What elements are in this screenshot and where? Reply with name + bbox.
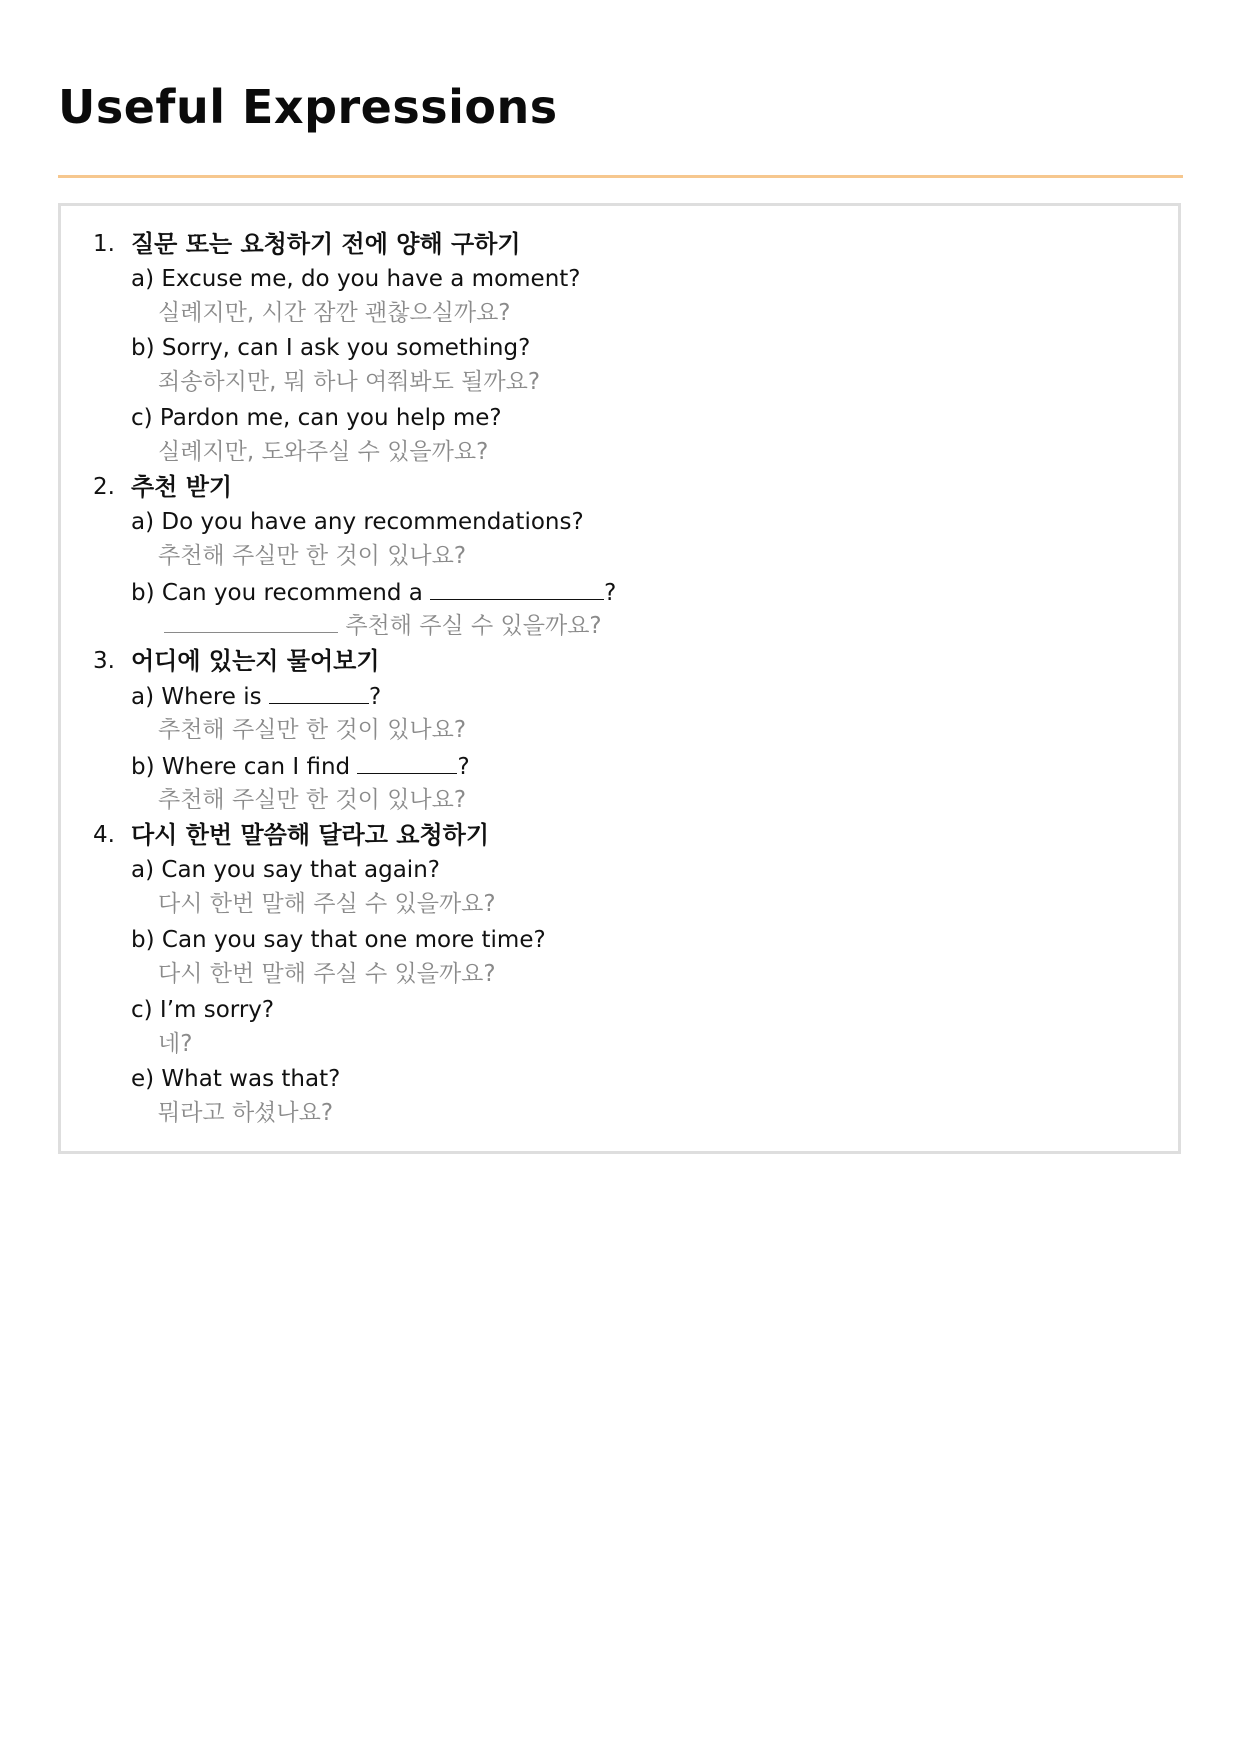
- expression-en-suffix: ?: [604, 580, 617, 606]
- expression-en: b) Can you say that one more time?: [131, 927, 546, 953]
- expression-en-text: b) Can you recommend a: [131, 580, 423, 606]
- expression-ko-text: 추천해 주실 수 있을까요?: [345, 613, 602, 639]
- section-number: 1.: [93, 231, 115, 257]
- fill-in-blank: [269, 679, 369, 704]
- expression-en: a) Excuse me, do you have a moment?: [131, 266, 581, 292]
- expression-en-fill-in: [131, 679, 381, 714]
- fill-in-blank: [357, 749, 457, 774]
- section-number: 4.: [93, 822, 115, 848]
- expression-ko: 추천해 주실만 한 것이 있나요?: [158, 717, 467, 743]
- page-title: Useful Expressions: [58, 80, 558, 134]
- expression-ko: 실례지만, 시간 잠깐 괜찮으실까요?: [158, 300, 511, 326]
- expression-en: b) Sorry, can I ask you something?: [131, 335, 531, 361]
- section-title: 다시 한번 말씀해 달라고 요청하기: [131, 821, 489, 849]
- expression-ko: 추천해 주실만 한 것이 있나요?: [158, 787, 467, 813]
- fill-in-blank: [164, 608, 338, 633]
- expression-ko: 다시 한번 말해 주실 수 있을까요?: [158, 891, 496, 917]
- expression-en: a) Can you say that again?: [131, 857, 440, 883]
- expression-ko: 추천해 주실만 한 것이 있나요?: [158, 543, 467, 569]
- fill-in-blank: [430, 575, 604, 600]
- section-title: 질문 또는 요청하기 전에 양해 구하기: [131, 230, 521, 258]
- expression-en-text: a) Where is: [131, 684, 262, 710]
- expression-ko: 다시 한번 말해 주실 수 있을까요?: [158, 961, 496, 987]
- expression-en: c) I’m sorry?: [131, 997, 275, 1023]
- section-title: 추천 받기: [131, 473, 233, 501]
- section-number: 3.: [93, 648, 115, 674]
- section-number: 2.: [93, 474, 115, 500]
- expression-en: c) Pardon me, can you help me?: [131, 405, 502, 431]
- expression-ko: 네?: [158, 1031, 193, 1057]
- expression-en-suffix: ?: [457, 754, 470, 780]
- expression-ko: 실례지만, 도와주실 수 있을까요?: [158, 439, 489, 465]
- expression-en-text: b) Where can I find: [131, 754, 351, 780]
- section-title: 어디에 있는지 물어보기: [131, 647, 380, 675]
- expressions-box: [58, 203, 1181, 1154]
- expression-en-suffix: ?: [368, 684, 382, 710]
- expression-en: e) What was that?: [131, 1066, 341, 1092]
- expression-ko: 죄송하지만, 뭐 하나 여쭤봐도 될까요?: [158, 369, 541, 395]
- expression-en-fill-in: [131, 575, 616, 610]
- expression-ko-fill-in: [164, 608, 602, 643]
- title-divider: [58, 175, 1183, 178]
- expression-ko: 뭐라고 하셨나요?: [158, 1100, 334, 1126]
- expression-en: a) Do you have any recommendations?: [131, 509, 584, 535]
- expression-en-fill-in: [131, 749, 470, 784]
